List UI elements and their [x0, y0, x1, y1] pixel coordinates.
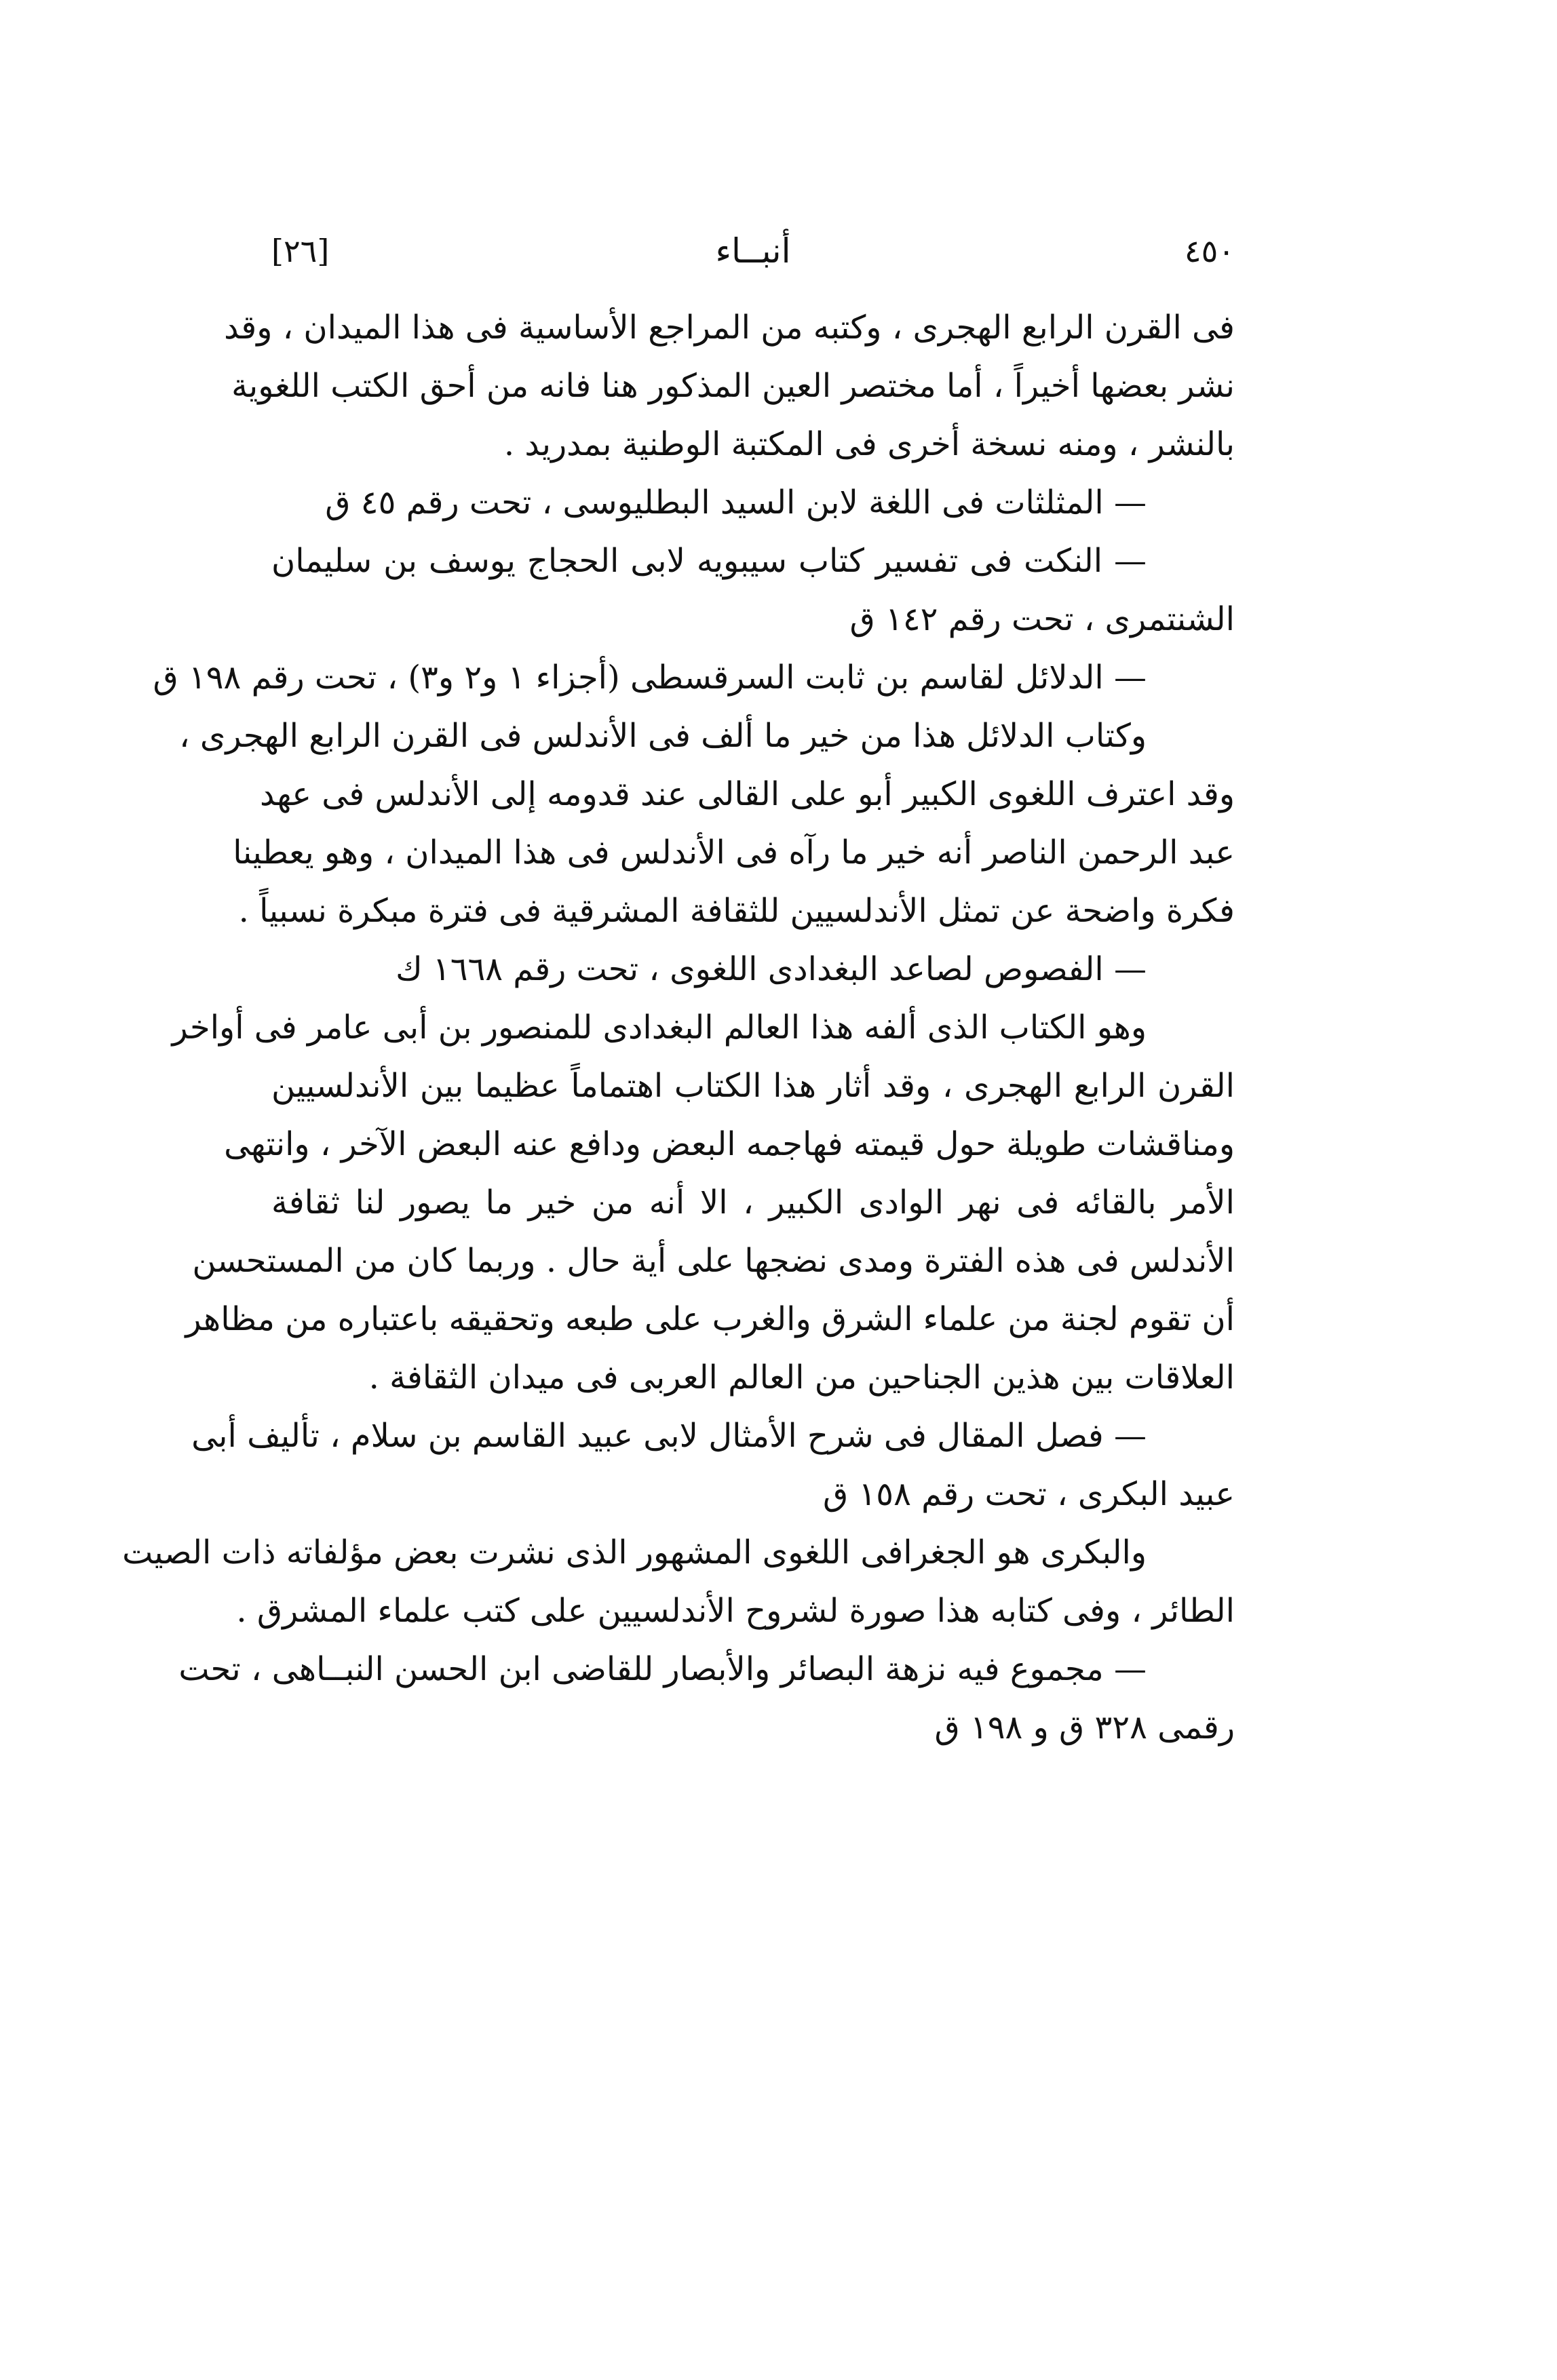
page-number: ٤٥٠	[1184, 233, 1235, 269]
text-line: الشنتمرى ، تحت رقم ١٤٢ ق	[849, 600, 1235, 638]
text-body	[122, 298, 1235, 1757]
text-line: بالنشر ، ومنه نسخة أخرى فى المكتبة الوطنية بمدريد .	[503, 425, 1235, 463]
running-header	[271, 224, 1235, 278]
text-line: الأمر بالقائه فى نهر الوادى الكبير ، الا أنه من خير ما يصور لنا ثقافة	[271, 1184, 1235, 1222]
text-line: الأندلس فى هذه الفترة ومدى نضجها على أية حال . وربما كان من المستحسن	[192, 1242, 1235, 1280]
text-line: وقد اعترف اللغوى الكبير أبو على القالى عند قدومه إلى الأندلس فى عهد	[260, 775, 1235, 813]
text-line: الطائر ، وفى كتابه هذا صورة لشروح الأندلسيين على كتب علماء المشرق .	[236, 1592, 1235, 1630]
text-line: — المثلثات فى اللغة لابن السيد البطليوسى ، تحت رقم ٤٥ ق	[325, 484, 1147, 522]
text-line: عبيد البكرى ، تحت رقم ١٥٨ ق	[823, 1475, 1235, 1513]
text-line: — مجموع فيه نزهة البصائر والأبصار للقاضى ابن الحسن النبــاهى ، تحت	[178, 1650, 1147, 1688]
text-line: وهو الكتاب الذى ألفه هذا العالم البغدادى للمنصور بن أبى عامر فى أواخر	[172, 1009, 1147, 1047]
text-line: ومناقشات طويلة حول قيمته فهاجمه البعض ودافع عنه البعض الآخر ، وانتهى	[224, 1125, 1235, 1163]
text-line: فى القرن الرابع الهجرى ، وكتبه من المراجع الأساسية فى هذا الميدان ، وقد	[224, 309, 1235, 347]
text-line: — النكت فى تفسير كتاب سيبويه لابى الحجاج يوسف بن سليمان	[271, 542, 1147, 580]
text-line: نشر بعضها أخيراً ، أما مختصر العين المذكور هنا فانه من أحق الكتب اللغوية	[231, 367, 1235, 405]
text-line: رقمى ٣٢٨ ق و ١٩٨ ق	[934, 1709, 1235, 1747]
running-title: أنبــاء	[715, 231, 791, 271]
text-line: أن تقوم لجنة من علماء الشرق والغرب على طبعه وتحقيقه باعتباره من مظاهر	[185, 1300, 1235, 1338]
section-number: [٢٦]	[271, 233, 330, 269]
text-line: — الفصوص لصاعد البغدادى اللغوى ، تحت رقم ١٦٦٨ ك	[396, 950, 1147, 988]
text-line: — فصل المقال فى شرح الأمثال لابى عبيد القاسم بن سلام ، تأليف أبى	[191, 1417, 1147, 1455]
text-line: — الدلائل لقاسم بن ثابت السرقسطى (أجزاء ١ و٢ و٣) ، تحت رقم ١٩٨ ق	[153, 659, 1147, 697]
text-line: فكرة واضحة عن تمثل الأندلسيين للثقافة المشرقية فى فترة مبكرة نسبياً .	[238, 892, 1235, 930]
text-line: عبد الرحمن الناصر أنه خير ما رآه فى الأندلس فى هذا الميدان ، وهو يعطينا	[233, 834, 1235, 872]
text-line: وكتاب الدلائل هذا من خير ما ألف فى الأندلس فى القرن الرابع الهجرى ،	[179, 717, 1147, 755]
text-line: والبكرى هو الجغرافى اللغوى المشهور الذى نشرت بعض مؤلفاته ذات الصيت	[122, 1534, 1147, 1572]
text-line: العلاقات بين هذين الجناحين من العالم العربى فى ميدان الثقافة .	[368, 1359, 1235, 1397]
text-line: القرن الرابع الهجرى ، وقد أثار هذا الكتاب اهتماماً عظيما بين الأندلسيين	[271, 1067, 1235, 1105]
